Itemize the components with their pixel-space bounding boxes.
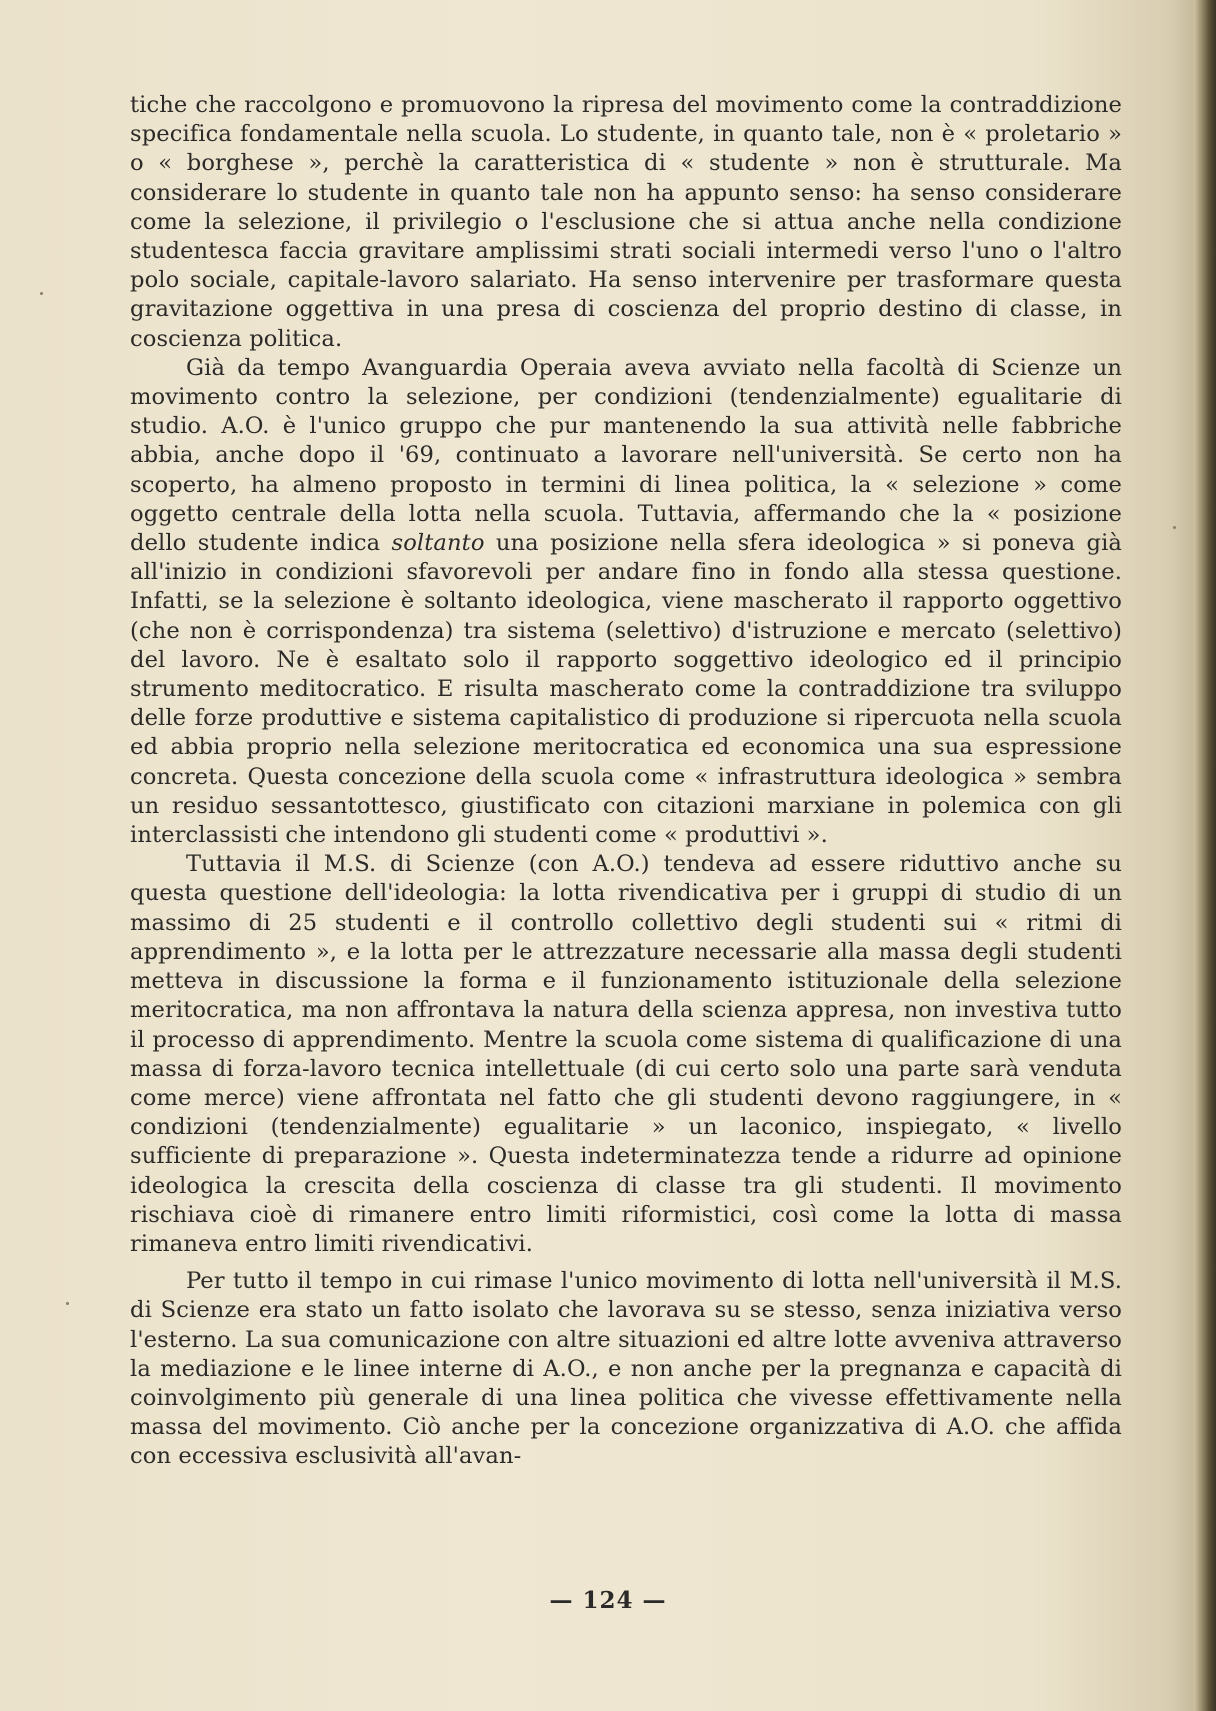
paragraph-3: Tuttavia il M.S. di Scienze (con A.O.) tendeva ad essere riduttivo anche su questa questione dell'ideologia: la lotta rivendicativa per i gruppi di studio di un massimo di 25 studenti e il controllo collettivo degli studenti sui « ritmi di apprendimento », e la lotta per le attrezzature necessarie alla massa degli studenti metteva in discussione la forma e il funzionamento istituzionale della selezione meritocratica, ma non affrontava la natura della scienza appresa, non investiva tutto il processo di apprendimento. Mentre la scuola come sistema di qualificazione di una massa di forza-lavoro tecnica intellettuale (di cui certo solo una parte sarà venduta come merce) viene affrontata nel fatto che gli studenti devono raggiungere, in « condizioni (tendenzialmente) egualitarie » un laconico, inspiegato, « livello sufficiente di preparazione ». Questa indeterminatezza tende a ridurre ad opinione ideologica la crescita della coscienza di classe tra gli studenti. Il movimento rischiava cioè di rimanere entro limiti riformistici, così come la lotta di massa rimaneva entro limiti rivendicativi. <box>130 851 1122 1257</box>
page-binding-edge <box>1194 0 1216 1711</box>
print-speck <box>1173 526 1176 529</box>
paragraph-2-part-2: una posizione nella sfera ideologica » si poneva già all'inizio in condizioni sfavorevoli per andare fino in fondo alla stessa questione. Infatti, se la selezione è soltanto ideologica, viene mascherato il rapporto oggettivo (che non è corrispondenza) tra sistema (selettivo) d'istruzione e mercato (selettivo) del lavoro. Ne è esaltato solo il rapporto soggettivo ideologico ed il principio strumento meditocratico. E risulta mascherato come la contraddizione tra sviluppo delle forze produttive e sistema capitalistico di produzione si ripercuota nella scuola ed abbia proprio nella selezione meritocratica ed economica una sua espressione concreta. Questa concezione della scuola come « infrastruttura ideologica » sembra un residuo sessantottesco, giustificato con citazioni marxiane in polemica con gli interclassisti che intendono gli studenti come « produttivi ». <box>130 530 1122 849</box>
paragraph-4: Per tutto il tempo in cui rimase l'unico movimento di lotta nell'università il M.S. di Scienze era stato un fatto isolato che lavorava su se stesso, senza iniziativa verso l'esterno. La sua comunicazione con altre situazioni ed altre lotte avveniva attraverso la mediazione e le linee interne di A.O., e non anche per la pregnanza e capacità di coinvolgimento più generale di una linea politica che vivesse effettivamente nella massa del movimento. Ciò anche per la concezione organizzativa di A.O. che affida con eccessiva esclusività all'avan- <box>130 1268 1122 1470</box>
paragraph-2-part-1: Già da tempo Avanguardia Operaia aveva avviato nella facoltà di Scienze un movimento contro la selezione, per condizioni (tendenzialmente) egualitarie di studio. A.O. è l'unico gruppo che pur mantenendo la sua attività nelle fabbriche abbia, anche dopo il '69, continuato a lavorare nell'università. Se certo non ha scoperto, ha almeno proposto in termini di linea politica, la « selezione » come oggetto centrale della lotta nella scuola. Tuttavia, affermando che la « posizione dello studente indica <box>130 354 1122 557</box>
paragraph-1: tiche che raccolgono e promuovono la ripresa del movimento come la contraddizione specifica fondamentale nella scuola. Lo studente, in quanto tale, non è « proletario » o « borghese », perchè la caratteristica di « studente » non è strutturale. Ma considerare lo studente in quanto tale non ha appunto senso: ha senso considerare come la selezione, il privilegio o l'esclusione che si attua anche nella condizione studentesca faccia gravitare amplissimi strati sociali intermedi verso l'uno o l'altro polo sociale, capitale-lavoro salariato. Ha senso intervenire per trasformare questa gravitazione oggettiva in una presa di coscienza del proprio destino di classe, in coscienza politica. <box>130 92 1122 352</box>
print-speck <box>66 1302 69 1305</box>
page-number: — 124 — <box>549 1587 667 1614</box>
paragraph-2 <box>130 354 1122 850</box>
print-speck <box>40 292 43 295</box>
body-text <box>130 91 1122 1472</box>
paragraph-2-italic: soltanto <box>391 530 485 557</box>
